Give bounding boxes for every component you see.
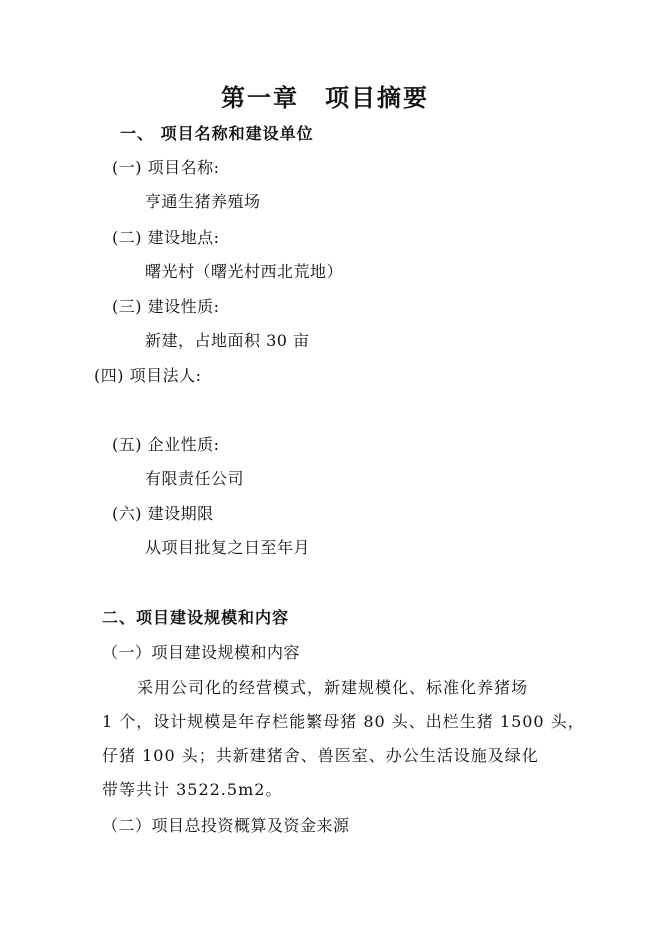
section-heading-2: 二、项目建设规模和内容 (102, 608, 290, 627)
item-label-enterprise: (五) 企业性质: (112, 435, 220, 454)
item-value-period: 从项目批复之日至年月 (145, 538, 311, 557)
item-value-nature: 新建，占地面积 30 亩 (145, 331, 310, 350)
item-label-legal-person: (四) 项目法人: (94, 366, 202, 385)
subsection-heading-scale: （一）项目建设规模和内容 (102, 643, 301, 662)
item-label-name: (一) 项目名称: (112, 158, 220, 177)
item-value-location: 曙光村（曙光村西北荒地） (145, 262, 344, 281)
item-value-name: 亨通生猪养殖场 (145, 192, 261, 211)
paragraph-line-1: 采用公司化的经营模式，新建规模化、标准化养猪场 (137, 678, 529, 697)
subsection-heading-investment: （二）项目总投资概算及资金来源 (102, 816, 350, 835)
paragraph-line-4: 带等共计 3522.5m2。 (102, 780, 283, 799)
item-value-enterprise: 有限责任公司 (145, 469, 245, 488)
item-label-period: (六) 建设期限 (112, 504, 214, 523)
paragraph-line-2: 1 个，设计规模是年存栏能繁母猪 80 头、出栏生猪 1500 头， (102, 712, 585, 731)
paragraph-line-3: 仔猪 100 头；共新建猪舍、兽医室、办公生活设施及绿化 (102, 746, 539, 765)
item-label-location: (二) 建设地点: (112, 228, 220, 247)
section-heading-1: 一、 项目名称和建设单位 (120, 124, 314, 143)
item-label-nature: (三) 建设性质: (112, 297, 220, 316)
chapter-title: 第一章 项目摘要 (221, 83, 429, 112)
